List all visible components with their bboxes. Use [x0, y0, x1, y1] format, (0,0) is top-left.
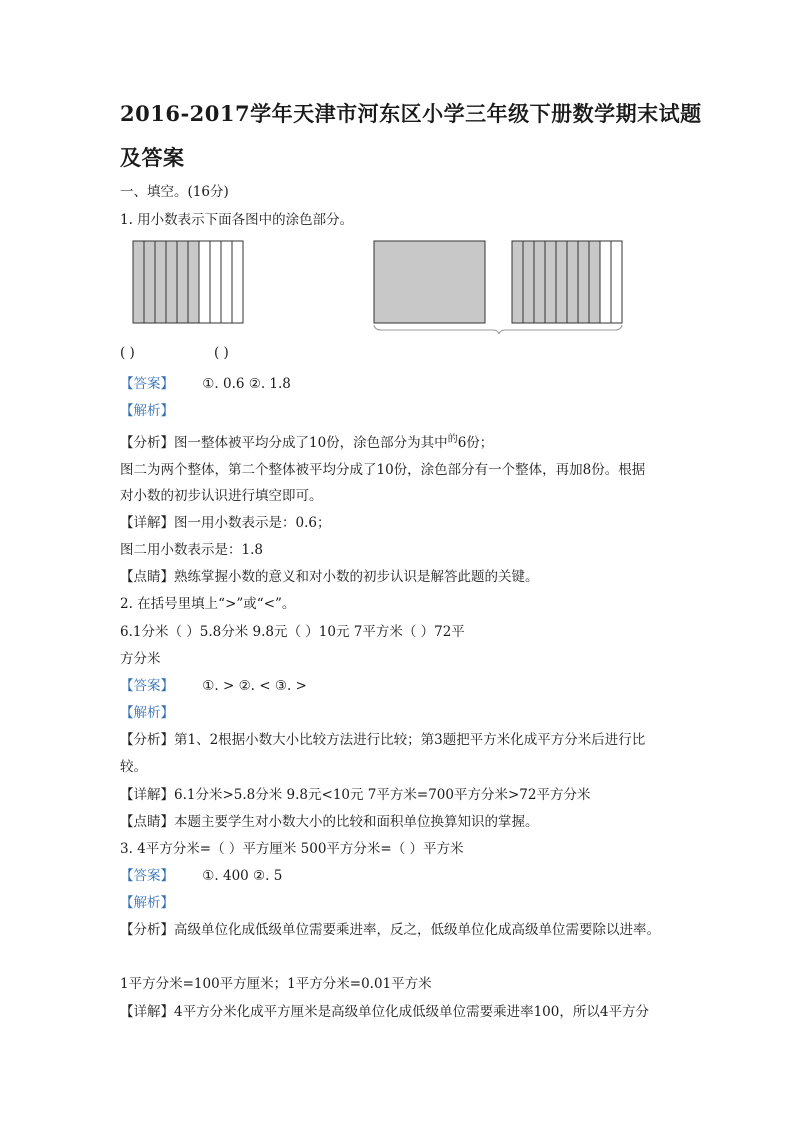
- strip: [232, 241, 243, 323]
- strip: [155, 241, 166, 323]
- answer-tag: 【答案】: [120, 678, 174, 694]
- figure-1-strips: [133, 241, 243, 323]
- brace: [374, 325, 622, 334]
- section-heading: 一、填空。(16分): [120, 184, 229, 200]
- detail-text: 6.1分米>5.8分米 9.8元<10元 7平方米=700平方分米>72平方分米: [174, 787, 591, 803]
- strip: [199, 241, 210, 323]
- strip: [534, 241, 545, 323]
- strip: [578, 241, 589, 323]
- strip: [133, 241, 144, 323]
- answer-text: ①. > ②. < ③. >: [202, 678, 307, 694]
- q2-answer: [120, 674, 307, 694]
- answer-text: ①. 400 ②. 5: [202, 868, 283, 884]
- figure-2-strips: [512, 241, 622, 323]
- q1-detail-2: 图二用小数表示是：1.8: [120, 542, 263, 558]
- analysis-tag: 【分析】: [120, 732, 174, 748]
- detail-text: 4平方分米化成平方厘米是高级单位化成低级单位需要乘进率100，所以4平方分: [174, 1004, 649, 1020]
- answer-tag: 【答案】: [120, 376, 174, 392]
- strip: [589, 241, 600, 323]
- analysis-text: 第1、2根据小数大小比较方法进行比较；第3题把平方米化成平方分米后进行比: [174, 732, 646, 748]
- q1-jiexi-tag: 【解析】: [120, 403, 174, 419]
- detail-text: 图一用小数表示是：0.6；: [174, 515, 331, 531]
- q2-comment: [120, 810, 539, 830]
- q1-stem: 1. 用小数表示下面各图中的涂色部分。: [120, 212, 354, 228]
- strip: [600, 241, 611, 323]
- strip: [210, 241, 221, 323]
- q1-comment: [120, 565, 539, 585]
- q1-answer: [120, 372, 291, 392]
- q2-line-2: 方分米: [120, 651, 161, 667]
- analysis-tag: 【分析】: [120, 435, 174, 451]
- analysis-text-end: 6份；: [457, 435, 494, 451]
- analysis-tag: 【分析】: [120, 922, 174, 938]
- q3-stem: 3. 4平方分米=（ ）平方厘米 500平方分米=（ ）平方米: [120, 841, 464, 857]
- answer-tag: 【答案】: [120, 868, 174, 884]
- q2-line-1: 6.1分米（ ）5.8分米 9.8元（ ）10元 7平方米（ ）72平: [120, 624, 465, 640]
- q3-analysis: [120, 918, 660, 938]
- detail-tag: 【详解】: [120, 1004, 174, 1020]
- q2-jiexi-tag: 【解析】: [120, 705, 174, 721]
- q1-figures: [125, 235, 635, 335]
- strip: [221, 241, 232, 323]
- q3-analysis-2: 1平方分米=100平方厘米；1平方分米=0.01平方米: [120, 976, 432, 992]
- comment-tag: 【点睛】: [120, 569, 174, 585]
- q2-detail: [120, 783, 590, 803]
- analysis-text: 图一整体被平均分成了10份，涂色部分为其中: [174, 435, 448, 451]
- strip: [523, 241, 534, 323]
- q1-blank-1: ( ): [120, 345, 135, 361]
- q3-answer: [120, 864, 282, 884]
- q1-analysis-1: [120, 431, 493, 451]
- q1-blank-2: ( ): [214, 345, 229, 361]
- strip: [556, 241, 567, 323]
- q2-stem: 2. 在括号里填上“>”或“<”。: [120, 596, 296, 612]
- analysis-sup: 的: [447, 434, 458, 445]
- page-title-cont: 及答案: [120, 145, 185, 170]
- comment-tag: 【点睛】: [120, 814, 174, 830]
- strip: [611, 241, 622, 323]
- strip: [166, 241, 177, 323]
- analysis-text: 高级单位化成低级单位需要乘进率，反之，低级单位化成高级单位需要除以进率。: [174, 922, 660, 938]
- strip: [512, 241, 523, 323]
- strip: [144, 241, 155, 323]
- detail-tag: 【详解】: [120, 787, 174, 803]
- q1-analysis-2: 图二为两个整体，第二个整体被平均分成了10份，涂色部分有一个整体，再加8份。根据: [120, 462, 646, 478]
- strip: [545, 241, 556, 323]
- q3-detail: [120, 1000, 649, 1020]
- q3-jiexi-tag: 【解析】: [120, 895, 174, 911]
- q2-analysis-2: 较。: [120, 759, 147, 775]
- page-title: 2016-2017学年天津市河东区小学三年级下册数学期末试题: [120, 101, 702, 126]
- answer-text: ①. 0.6 ②. 1.8: [202, 376, 291, 392]
- q1-detail-1: [120, 511, 330, 531]
- strip: [567, 241, 578, 323]
- comment-text: 熟练掌握小数的意义和对小数的初步认识是解答此题的关键。: [174, 569, 539, 585]
- strip: [188, 241, 199, 323]
- strip: [177, 241, 188, 323]
- q1-analysis-3: 对小数的初步认识进行填空即可。: [120, 488, 323, 504]
- figure-2-whole: [374, 241, 485, 323]
- q2-analysis-1: [120, 728, 645, 748]
- comment-text: 本题主要学生对小数大小的比较和面积单位换算知识的掌握。: [174, 814, 539, 830]
- detail-tag: 【详解】: [120, 515, 174, 531]
